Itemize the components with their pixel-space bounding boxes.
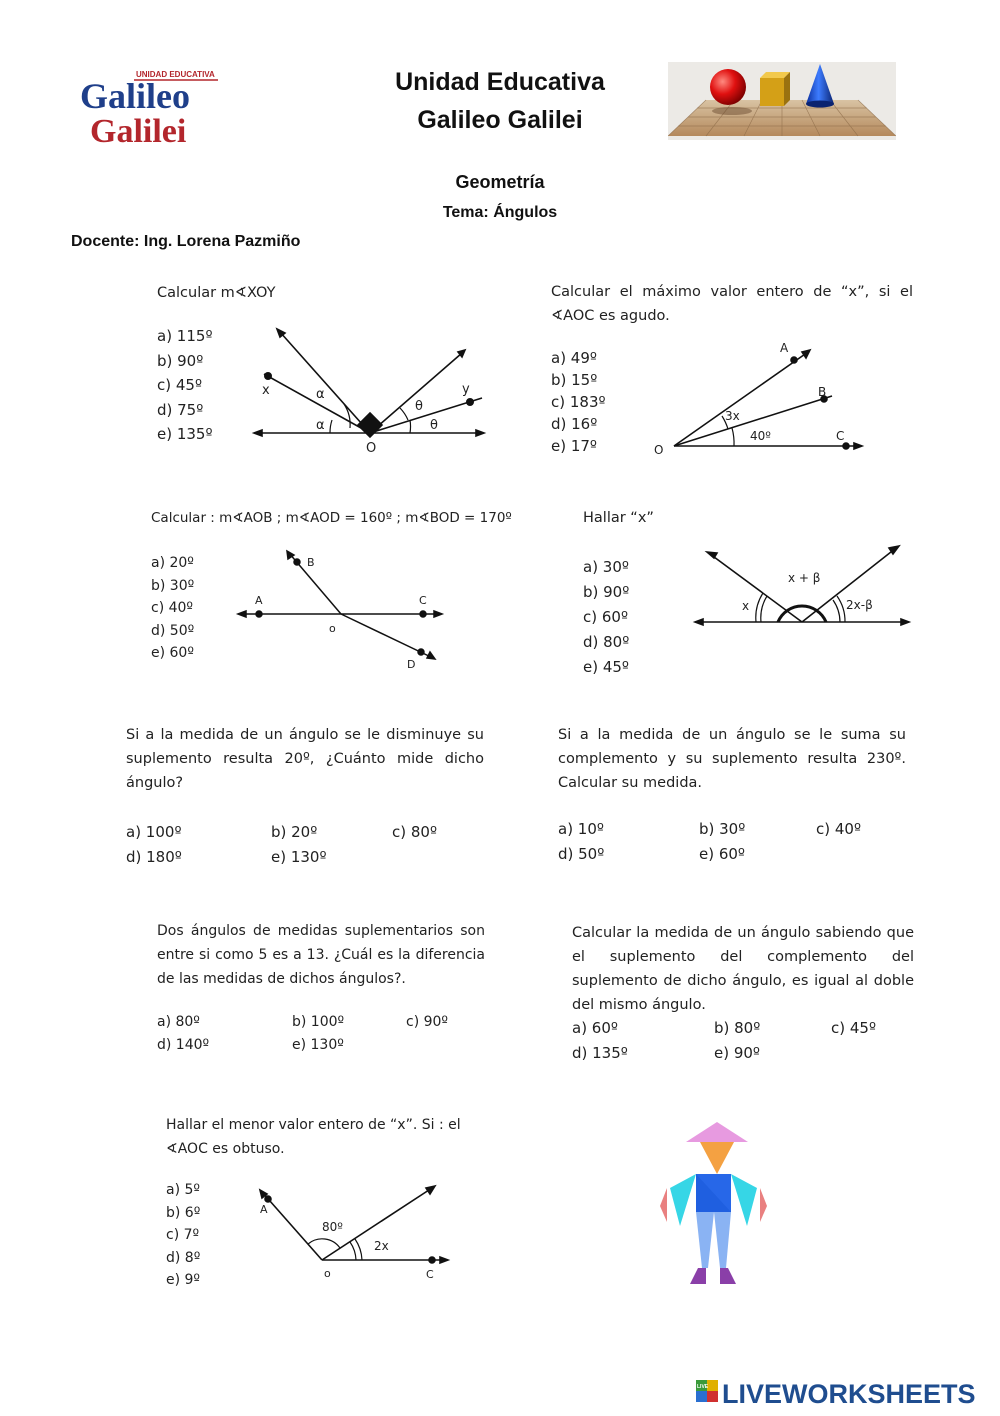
q4-option-a[interactable]: a) 30º — [583, 558, 629, 576]
q7-prompt: Dos ángulos de medidas suplementarios son entre si como 5 es a 13. ¿Cuál es la diferencia de las medidas de dichos ángulos?. — [157, 923, 485, 987]
school-name-line2: Galileo Galilei — [417, 106, 583, 134]
q4-option-d[interactable]: d) 80º — [583, 633, 630, 651]
q6-prompt: Si a la medida de un ángulo se le suma su complemento y su suplemento resulta 230º. Calcular su medida. — [558, 727, 906, 791]
q2-prompt: Calcular el máximo valor entero de “x”, si el ∢AOC es agudo. — [551, 284, 913, 324]
q1-label-alpha-lower: α — [316, 418, 325, 433]
q1-label-y: y — [462, 382, 470, 397]
q9-option-e[interactable]: e) 9º — [166, 1272, 201, 1288]
teacher-name: Docente: Ing. Lorena Pazmiño — [71, 233, 301, 250]
school-name-line1: Unidad Educativa — [395, 68, 605, 96]
q2-label-ang2: 40º — [750, 429, 771, 443]
q1-diagram — [250, 320, 490, 460]
q9-label-a: A — [260, 1203, 268, 1216]
q1-option-c[interactable]: c) 45º — [157, 376, 203, 394]
q7-option-d[interactable]: d) 140º — [157, 1037, 210, 1053]
q2-label-a: A — [780, 341, 789, 355]
q9-options — [166, 1182, 200, 1295]
logo-small-text: UNIDAD EDUCATIVA — [136, 70, 215, 79]
q3-label-b: B — [307, 556, 315, 569]
q3-option-b[interactable]: b) 30º — [151, 577, 195, 594]
q9-label-ang2: 2x — [374, 1239, 389, 1253]
q2-option-b[interactable]: b) 15º — [551, 371, 598, 389]
liveworksheets-logo — [694, 1372, 994, 1412]
q2-label-b: B — [818, 385, 827, 399]
subject-title: Geometría — [455, 172, 545, 192]
q4-label-x: x — [742, 599, 750, 613]
q3-label-c: C — [419, 594, 427, 607]
q8-option-e[interactable]: e) 90º — [714, 1044, 761, 1062]
q8-option-b[interactable]: b) 80º — [714, 1019, 761, 1037]
q5-option-d[interactable]: d) 180º — [126, 848, 182, 866]
q4-prompt: Hallar “x” — [583, 510, 654, 526]
q1-option-b[interactable]: b) 90º — [157, 351, 204, 370]
q4-option-c[interactable]: c) 60º — [583, 608, 629, 626]
q1-option-a[interactable]: a) 115º — [157, 327, 213, 345]
q5-option-c[interactable]: c) 80º — [392, 823, 438, 841]
q1-label-theta-lower: θ — [430, 418, 438, 433]
q6-option-b[interactable]: b) 30º — [699, 820, 746, 838]
q2-option-c[interactable]: c) 183º — [551, 393, 606, 411]
q3-label-d: D — [407, 658, 416, 670]
q3-option-c[interactable]: c) 40º — [151, 600, 194, 616]
brand-name: LIVEWORKSHEETS — [722, 1379, 976, 1409]
geometry-shapes-picture — [668, 62, 896, 140]
q4-option-b[interactable]: b) 90º — [583, 583, 630, 601]
q1-label-alpha-upper: α — [316, 387, 325, 402]
q9-label-ang1: 80º — [322, 1220, 343, 1234]
topic-title: Tema: Ángulos — [442, 204, 558, 221]
q8-option-d[interactable]: d) 135º — [572, 1044, 628, 1062]
q3-label-a: A — [255, 594, 263, 607]
q6-option-d[interactable]: d) 50º — [558, 845, 605, 863]
q2-diagram — [648, 338, 868, 460]
q5-option-e[interactable]: e) 130º — [271, 848, 327, 866]
q2-options — [551, 349, 606, 459]
q1-option-d[interactable]: d) 75º — [157, 400, 204, 419]
q4-label-right: 2x-β — [846, 598, 873, 612]
q1-label-x: x — [262, 383, 270, 398]
q7-option-b[interactable]: b) 100º — [292, 1014, 345, 1030]
q2-option-d[interactable]: d) 16º — [551, 415, 598, 433]
q4-option-e[interactable]: e) 45º — [583, 658, 630, 676]
q9-option-d[interactable]: d) 8º — [166, 1249, 201, 1266]
q3-options — [151, 555, 194, 668]
q3-option-e[interactable]: e) 60º — [151, 645, 194, 661]
q4-options — [583, 558, 629, 683]
logo-line1: Galileo — [80, 76, 190, 116]
tangram-figure-illustration — [658, 1118, 768, 1288]
q7-option-e[interactable]: e) 130º — [292, 1037, 344, 1053]
q1-option-e[interactable]: e) 135º — [157, 425, 213, 443]
q2-label-c: C — [836, 429, 845, 443]
q2-option-a[interactable]: a) 49º — [551, 349, 597, 367]
q2-option-e[interactable]: e) 17º — [551, 437, 598, 455]
q9-label-o: o — [324, 1267, 331, 1280]
q8-option-a[interactable]: a) 60º — [572, 1019, 618, 1037]
q3-label-o: o — [329, 622, 336, 635]
q1-prompt: Calcular m∢XOY — [157, 285, 276, 301]
q2-label-ang1: 3x — [725, 409, 740, 423]
school-logo — [78, 64, 220, 148]
q5-option-a[interactable]: a) 100º — [126, 823, 182, 841]
q5-prompt: Si a la medida de un ángulo se le disminuye su suplemento resulta 20º, ¿Cuánto mide dicho ángulo? — [126, 727, 484, 791]
q5-option-b[interactable]: b) 20º — [271, 823, 318, 841]
q9-label-c: C — [426, 1268, 434, 1281]
q9-diagram — [252, 1180, 452, 1285]
q4-diagram — [692, 540, 912, 632]
q8-prompt: Calcular la medida de un ángulo sabiendo que el suplemento del complemento del suplemento de dicho ángulo, es igual al doble del mismo ángulo. — [572, 925, 914, 1013]
q9-option-b[interactable]: b) 6º — [166, 1204, 201, 1221]
q4-label-top: x + β — [788, 571, 821, 585]
q7-option-a[interactable]: a) 80º — [157, 1014, 200, 1030]
q1-options — [157, 327, 213, 450]
q3-prompt: Calcular : m∢AOB ; m∢AOD = 160º ; m∢BOD = 170º — [151, 510, 512, 526]
q3-option-d[interactable]: d) 50º — [151, 622, 195, 639]
q3-diagram — [235, 545, 445, 670]
q2-label-o: O — [654, 443, 664, 457]
q3-option-a[interactable]: a) 20º — [151, 555, 194, 571]
q9-option-a[interactable]: a) 5º — [166, 1182, 200, 1198]
q1-label-theta-upper: θ — [415, 399, 423, 414]
q8-option-c[interactable]: c) 45º — [831, 1019, 877, 1037]
logo-line2: Galilei — [90, 113, 187, 148]
q6-option-c[interactable]: c) 40º — [816, 820, 862, 838]
q1-label-o: O — [366, 441, 377, 456]
q7-option-c[interactable]: c) 90º — [406, 1014, 449, 1030]
brand-prefix-small: LIVE — [697, 1384, 709, 1390]
q6-option-e[interactable]: e) 60º — [699, 845, 746, 863]
q6-option-a[interactable]: a) 10º — [558, 820, 604, 838]
q9-option-c[interactable]: c) 7º — [166, 1227, 200, 1243]
q9-prompt: Hallar el menor valor entero de “x”. Si : el ∢AOC es obtuso. — [166, 1117, 461, 1157]
